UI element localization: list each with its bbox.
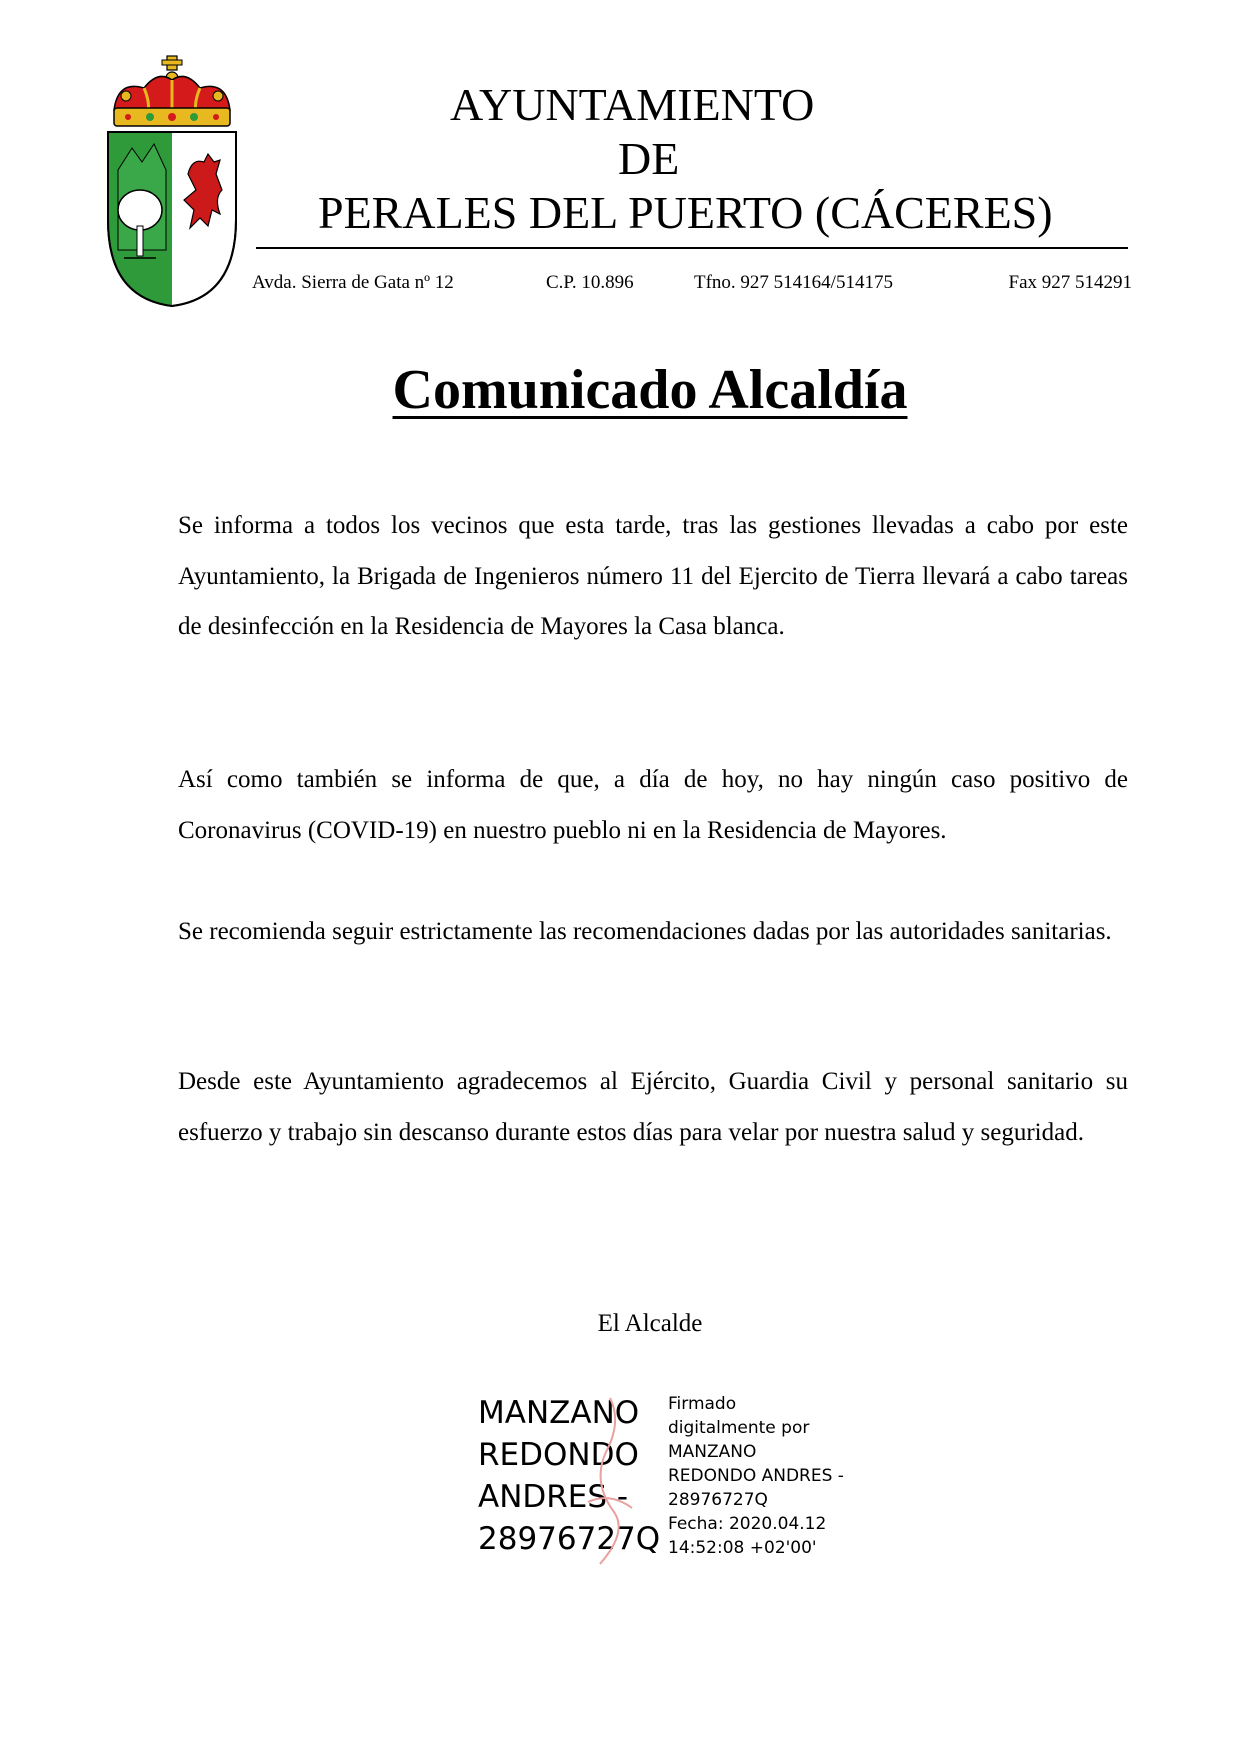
signature-details [668,1392,868,1560]
signature-detail-line: 28976727Q [668,1490,768,1510]
signature-detail-line: REDONDO ANDRES - [668,1466,844,1486]
paragraph-3: Se recomienda seguir estrictamente las recomendaciones dadas por las autoridades sanitarias. [178,918,1112,945]
header-title [250,78,1130,240]
document-title: Comunicado Alcaldía [392,359,908,421]
coat-of-arms-icon [104,50,240,312]
signature-name-line: MANZANO [478,1395,640,1431]
shield-icon [108,132,236,306]
signature-date: Fecha: 2020.04.12 [668,1514,827,1534]
signature-detail-line: MANZANO [668,1442,757,1462]
header-title-line-3: PERALES DEL PUERTO (CÁCERES) [318,187,1053,238]
paragraph-2: Así como también se informa de que, a día de hoy, no hay ningún caso positivo de Coronavirus (COVID-19) en nuestro pueblo ni en la Residencia de Mayores. [178,766,1128,844]
signoff-text: El Alcalde [597,1310,703,1337]
header-title-line-1: AYUNTAMIENTO [450,79,815,130]
contact-info [252,272,1132,296]
paragraph-1: Se informa a todos los vecinos que esta tarde, tras las gestiones llevadas a cabo por este Ayuntamiento, la Brigada de Ingenieros número 11 del Ejercito de Tierra llevará a cabo tareas de desinfección en la Residencia de Mayores la Casa blanca. [178,512,1128,640]
signature-flourish-icon [570,1392,650,1572]
signature-name-line: 28976727Q [478,1521,661,1557]
crown-icon [114,56,230,126]
signature-detail-line: digitalmente por [668,1418,810,1438]
header-divider [256,247,1128,249]
signature-time: 14:52:08 +02'00' [668,1538,817,1558]
postal-code-text: C.P. 10.896 [546,272,634,293]
paragraph-4: Desde este Ayuntamiento agradecemos al Ejército, Guardia Civil y personal sanitario su esfuerzo y trabajo sin descanso durante estos días para velar por nuestra salud y seguridad. [178,1068,1128,1146]
phone-text: Tfno. 927 514164/514175 [694,272,893,293]
signature-name-line: REDONDO [478,1437,639,1473]
signature-name-line: ANDRES - [478,1479,629,1515]
header-title-line-2: DE [618,133,680,184]
fax-text: Fax 927 514291 [1008,272,1132,293]
signature-detail-line: Firmado [668,1394,737,1414]
address-text: Avda. Sierra de Gata nº 12 [252,272,454,293]
